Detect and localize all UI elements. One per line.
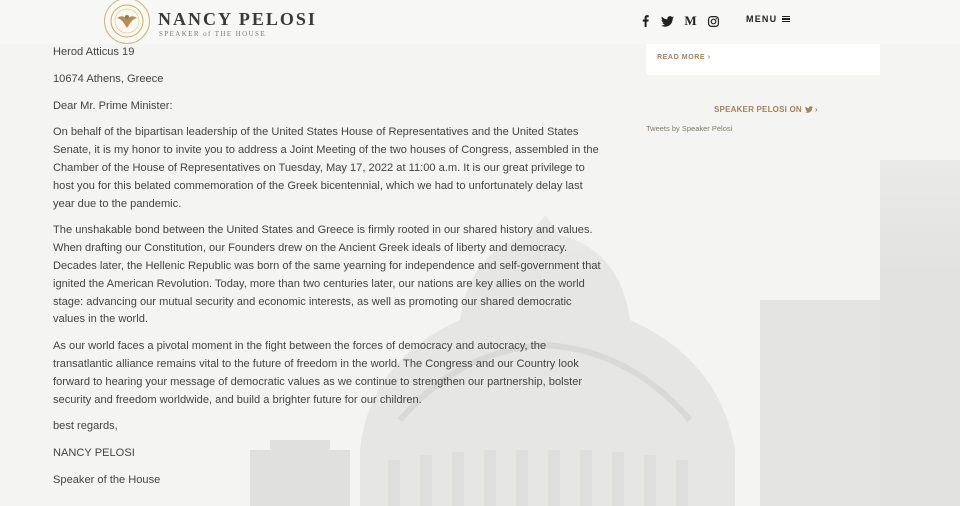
read-more-link[interactable] xyxy=(657,54,711,61)
tweets-by-link[interactable]: Tweets by Speaker Pelosi xyxy=(646,124,733,133)
address-line-1: Herod Atticus 19 xyxy=(53,46,135,58)
menu-label: MENU xyxy=(746,14,778,24)
hamburger-icon xyxy=(782,16,790,23)
letter-paragraph: On behalf of the bipartisan leadership of the United States House of Representatives and the United States Senate, it is my honor to invite you to address a Joint Meeting of the two houses of Congress, assembled in the Chamber of the House of Representatives on Tuesday, May 17, 2022 at 11:00 a.m. It is our great privilege to host you for this belated commemoration of the Greek bicentennial, which we had to unfortunately delay last year due to the pandemic. xyxy=(53,126,599,210)
address-line-2: 10674 Athens, Greece xyxy=(53,72,164,85)
signature-name: NANCY PELOSI xyxy=(53,447,135,460)
signature-title: Speaker of the House xyxy=(53,473,161,486)
news-card xyxy=(646,44,880,75)
chevron-right-icon: › xyxy=(707,54,711,61)
twitter-icon[interactable] xyxy=(660,12,674,30)
facebook-icon[interactable] xyxy=(640,12,650,30)
speaker-seal-logo[interactable] xyxy=(104,0,150,44)
medium-icon[interactable] xyxy=(684,12,697,30)
site-subtitle: SPEAKER of THE HOUSE xyxy=(159,30,267,38)
eagle-seal-icon xyxy=(109,3,145,39)
site-title[interactable]: NANCY PELOSI xyxy=(158,9,317,29)
menu-button[interactable] xyxy=(746,14,790,24)
letter-paragraph: The unshakable bond between the United States and Greece is firmly rooted in our shared history and values. When drafting our Constitution, our Founders drew on the Ancient Greek ideals of liberty and democracy. Decades later, the Hellenic Republic was born of the same yearning for independence and self-government that ignited the American Revolution. Today, more than two centuries later, our nations are key allies on the world stage: advancing our mutual security and economic interests, as well as promoting our shared democratic values in the world. xyxy=(53,224,601,326)
twitter-link-label: SPEAKER PELOSI ON xyxy=(714,105,802,114)
site-header xyxy=(0,0,960,44)
closing: best regards, xyxy=(53,420,118,433)
chevron-right-icon: › xyxy=(814,105,818,114)
letter-paragraph: As our world faces a pivotal moment in the fight between the forces of democracy and autocracy, the transatlantic alliance remains vital to the future of freedom in the world. The Congress and our Country look forward to hearing your message of democratic values as we continue to strengthen our partnership, bolster security and freedom worldwide, and build a brighter future for our children. xyxy=(53,340,583,406)
medium-glyph: M xyxy=(684,13,697,28)
twitter-icon xyxy=(805,106,813,113)
read-more-label: READ MORE xyxy=(657,54,706,61)
instagram-icon[interactable] xyxy=(707,12,719,30)
speaker-twitter-link[interactable] xyxy=(714,105,818,114)
salutation: Dear Mr. Prime Minister: xyxy=(53,99,173,112)
letter-body xyxy=(53,44,601,499)
